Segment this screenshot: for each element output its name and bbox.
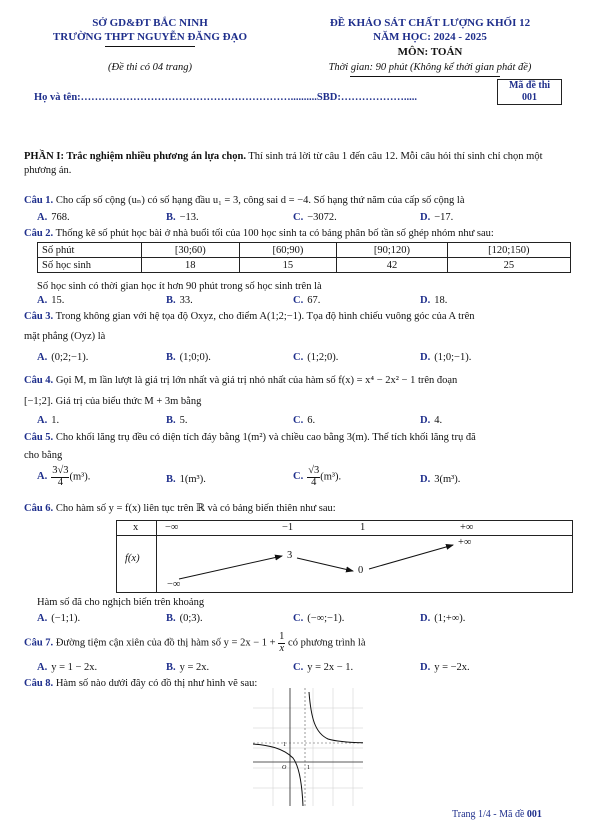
bvt-x-val: −∞ xyxy=(165,522,179,533)
table-cell: Số học sinh xyxy=(38,258,142,273)
exam-code-value: 001 xyxy=(522,92,537,103)
question-7 xyxy=(24,632,584,654)
question-4 xyxy=(24,375,584,386)
q6-option-d[interactable]: D. (1;+∞). xyxy=(420,613,466,624)
q5-option-c[interactable]: C. $\frac{√3}{4}$ (m³). xyxy=(293,465,342,488)
q7-label: Câu 7. xyxy=(24,637,54,649)
q8-text: Hàm số nào dưới đây có đồ thị như hình vẽ sau: xyxy=(53,678,258,689)
dept-name: SỞ GD&ĐT BẮC NINH xyxy=(92,17,208,29)
bvt-x-val: +∞ xyxy=(460,522,474,533)
q1-text: Cho cấp số cộng (uₙ) có số hạng đầu u₁ = 3, công sai d = −4. Số hạng thứ năm của cấp số cộng là xyxy=(53,195,465,206)
q3-text-line2: mặt phẳng (Oyz) là xyxy=(24,331,106,342)
table-cell: [30;60) xyxy=(142,243,240,258)
q5-option-b[interactable]: B. 1(m³). xyxy=(166,474,206,485)
q7-text-post: có phương trình là xyxy=(285,637,366,649)
q1-label: Câu 1. xyxy=(24,195,54,206)
table-cell: Số phút xyxy=(38,243,142,258)
question-1 xyxy=(24,194,584,206)
graph-label-1-y: 1 xyxy=(283,742,286,748)
q7-option-a[interactable]: A. y = 1 − 2x. xyxy=(37,662,98,673)
q5-option-a[interactable]: A. $\frac{3√3}{4}$ (m³). xyxy=(37,465,91,488)
q4-label: Câu 4. xyxy=(24,375,54,386)
q5-option-d[interactable]: D. 3(m³). xyxy=(420,474,461,485)
q5-label: Câu 5. xyxy=(24,432,54,443)
q8-label: Câu 8. xyxy=(24,678,54,689)
q4-option-b[interactable]: B. 5. xyxy=(166,415,188,426)
table-cell: [90;120) xyxy=(337,243,447,258)
q4-text: Gọi M, m lần lượt là giá trị lớn nhất và giá trị nhỏ nhất của hàm số f(x) = x⁴ − 2x² − 1 trên đoạn xyxy=(53,375,458,386)
bvt-x-val: −1 xyxy=(282,522,294,533)
frequency-table xyxy=(37,242,571,273)
q1-option-b[interactable]: B. −13. xyxy=(166,212,199,223)
graph-label-origin: O xyxy=(282,765,287,771)
exam-time: Thời gian: 90 phút (Không kể thời gian phát đề) xyxy=(328,62,532,73)
graph-label-1-x: 1 xyxy=(307,765,310,771)
bvt-f-val: −∞ xyxy=(167,579,181,590)
exam-code-box xyxy=(497,79,562,105)
q1-option-d[interactable]: D. −17. xyxy=(420,212,454,223)
bvt-arrows xyxy=(117,521,572,592)
increase-arrow xyxy=(369,545,453,569)
exam-code-label: Mã đề thi xyxy=(508,80,551,91)
question-2 xyxy=(24,228,584,239)
q5-text: Cho khối lăng trụ đều có diện tích đáy bằng 1(m²) và chiều cao bằng 3(m). Thể tích khối lăng trụ đã xyxy=(53,432,476,443)
school-year: NĂM HỌC: 2024 - 2025 xyxy=(373,31,487,43)
q7-fraction: $\frac{1}{x}$ xyxy=(279,631,285,654)
table-row xyxy=(38,243,571,258)
table-cell: 25 xyxy=(447,258,570,273)
question-3 xyxy=(24,311,584,322)
q3-label: Câu 3. xyxy=(24,311,54,322)
school-underline xyxy=(105,46,195,47)
q2-option-b[interactable]: B. 33. xyxy=(166,295,193,306)
q2-option-d[interactable]: D. 18. xyxy=(420,295,448,306)
table-cell: 42 xyxy=(337,258,447,273)
q1-option-a[interactable]: A. 768. xyxy=(37,212,70,223)
increase-arrow xyxy=(179,556,282,579)
q2-label: Câu 2. xyxy=(24,228,54,239)
part1-heading xyxy=(24,150,572,178)
q4-option-c[interactable]: C. 6. xyxy=(293,415,316,426)
bvt-f-val: 3 xyxy=(287,550,293,561)
bvt-x-val: 1 xyxy=(360,522,366,533)
q7-option-d[interactable]: D. y = −2x. xyxy=(420,662,470,673)
q1-option-c[interactable]: C. −3072. xyxy=(293,212,337,223)
question-6 xyxy=(24,502,584,514)
part1-desc: Thí sinh trả lời từ câu 1 đến câu 12. Mỗi câu hỏi thí sinh chỉ chọn một phương án. xyxy=(24,151,543,176)
table-cell: [120;150) xyxy=(447,243,570,258)
q6-label: Câu 6. xyxy=(24,503,54,514)
q7-option-b[interactable]: B. y = 2x. xyxy=(166,662,210,673)
table-cell: 18 xyxy=(142,258,240,273)
function-graph xyxy=(253,688,363,806)
q6-option-a[interactable]: A. (−1;1). xyxy=(37,613,81,624)
q4-option-d[interactable]: D. 4. xyxy=(420,415,443,426)
bvt-f-val: 0 xyxy=(358,565,364,576)
part1-title: PHẦN I: Trắc nghiệm nhiều phương án lựa chọn. xyxy=(24,151,246,162)
variation-table xyxy=(116,520,573,593)
footer-page: Trang 1/4 - Mã đề xyxy=(452,809,527,820)
time-underline xyxy=(350,76,500,77)
q6-text: Cho hàm số y = f(x) liên tục trên ℝ và có bảng biến thiên như sau: xyxy=(53,503,336,514)
bvt-f-val: +∞ xyxy=(458,537,472,548)
bvt-x-label: x xyxy=(133,522,139,533)
pages-note: (Đề thi có 04 trang) xyxy=(108,62,192,73)
decrease-arrow xyxy=(297,558,353,571)
page-footer xyxy=(452,809,542,820)
question-5 xyxy=(24,432,584,443)
q2-option-c[interactable]: C. 67. xyxy=(293,295,321,306)
q3-option-b[interactable]: B. (1;0;0). xyxy=(166,352,211,363)
curve-left-branch xyxy=(253,744,303,806)
q6-after-text: Hàm số đã cho nghịch biến trên khoảng xyxy=(37,597,205,608)
table-cell: 15 xyxy=(239,258,337,273)
curve-right-branch xyxy=(309,692,363,743)
q2-option-a[interactable]: A. 15. xyxy=(37,295,65,306)
q6-option-c[interactable]: C. (−∞;−1). xyxy=(293,613,345,624)
school-name: TRƯỜNG THPT NGUYỄN ĐĂNG ĐẠO xyxy=(52,31,248,43)
name-sbd-line: Họ và tên:……………………………………………………..........SBD:………………..... xyxy=(34,92,417,103)
q2-after-text: Số học sinh có thời gian học ít hơn 90 phút trong số học sinh trên là xyxy=(37,281,322,292)
q4-text-line2: [−1;2]. Giá trị của biểu thức M + 3m bằng xyxy=(24,396,202,407)
q3-option-a[interactable]: A. (0;2;−1). xyxy=(37,352,89,363)
q4-option-a[interactable]: A. 1. xyxy=(37,415,60,426)
q7-text: Đường tiệm cận xiên của đồ thị hàm số y = 2x − 1 + xyxy=(53,637,279,649)
q3-text: Trong không gian với hệ tọa độ Oxyz, cho điểm A(1;2;−1). Tọa độ hình chiếu vuông góc của A trên xyxy=(53,311,475,322)
footer-code: 001 xyxy=(526,809,542,820)
table-row xyxy=(38,258,571,273)
q2-text: Thống kê số phút học bài ở nhà buổi tối của 100 học sinh ta có bảng phân bố tần số ghép nhóm như sau: xyxy=(53,228,494,239)
exam-title: ĐỀ KHẢO SÁT CHẤT LƯỢNG KHỐI 12 xyxy=(329,17,531,29)
subject: MÔN: TOÁN xyxy=(397,46,463,58)
q3-option-d[interactable]: D. (1;0;−1). xyxy=(420,352,472,363)
q3-option-c[interactable]: C. (1;2;0). xyxy=(293,352,339,363)
q5-text-line2: cho bằng xyxy=(24,450,63,461)
q6-option-b[interactable]: B. (0;3). xyxy=(166,613,203,624)
bvt-f-label: f(x) xyxy=(125,553,140,564)
table-cell: [60;90) xyxy=(239,243,337,258)
q7-option-c[interactable]: C. y = 2x − 1. xyxy=(293,662,354,673)
